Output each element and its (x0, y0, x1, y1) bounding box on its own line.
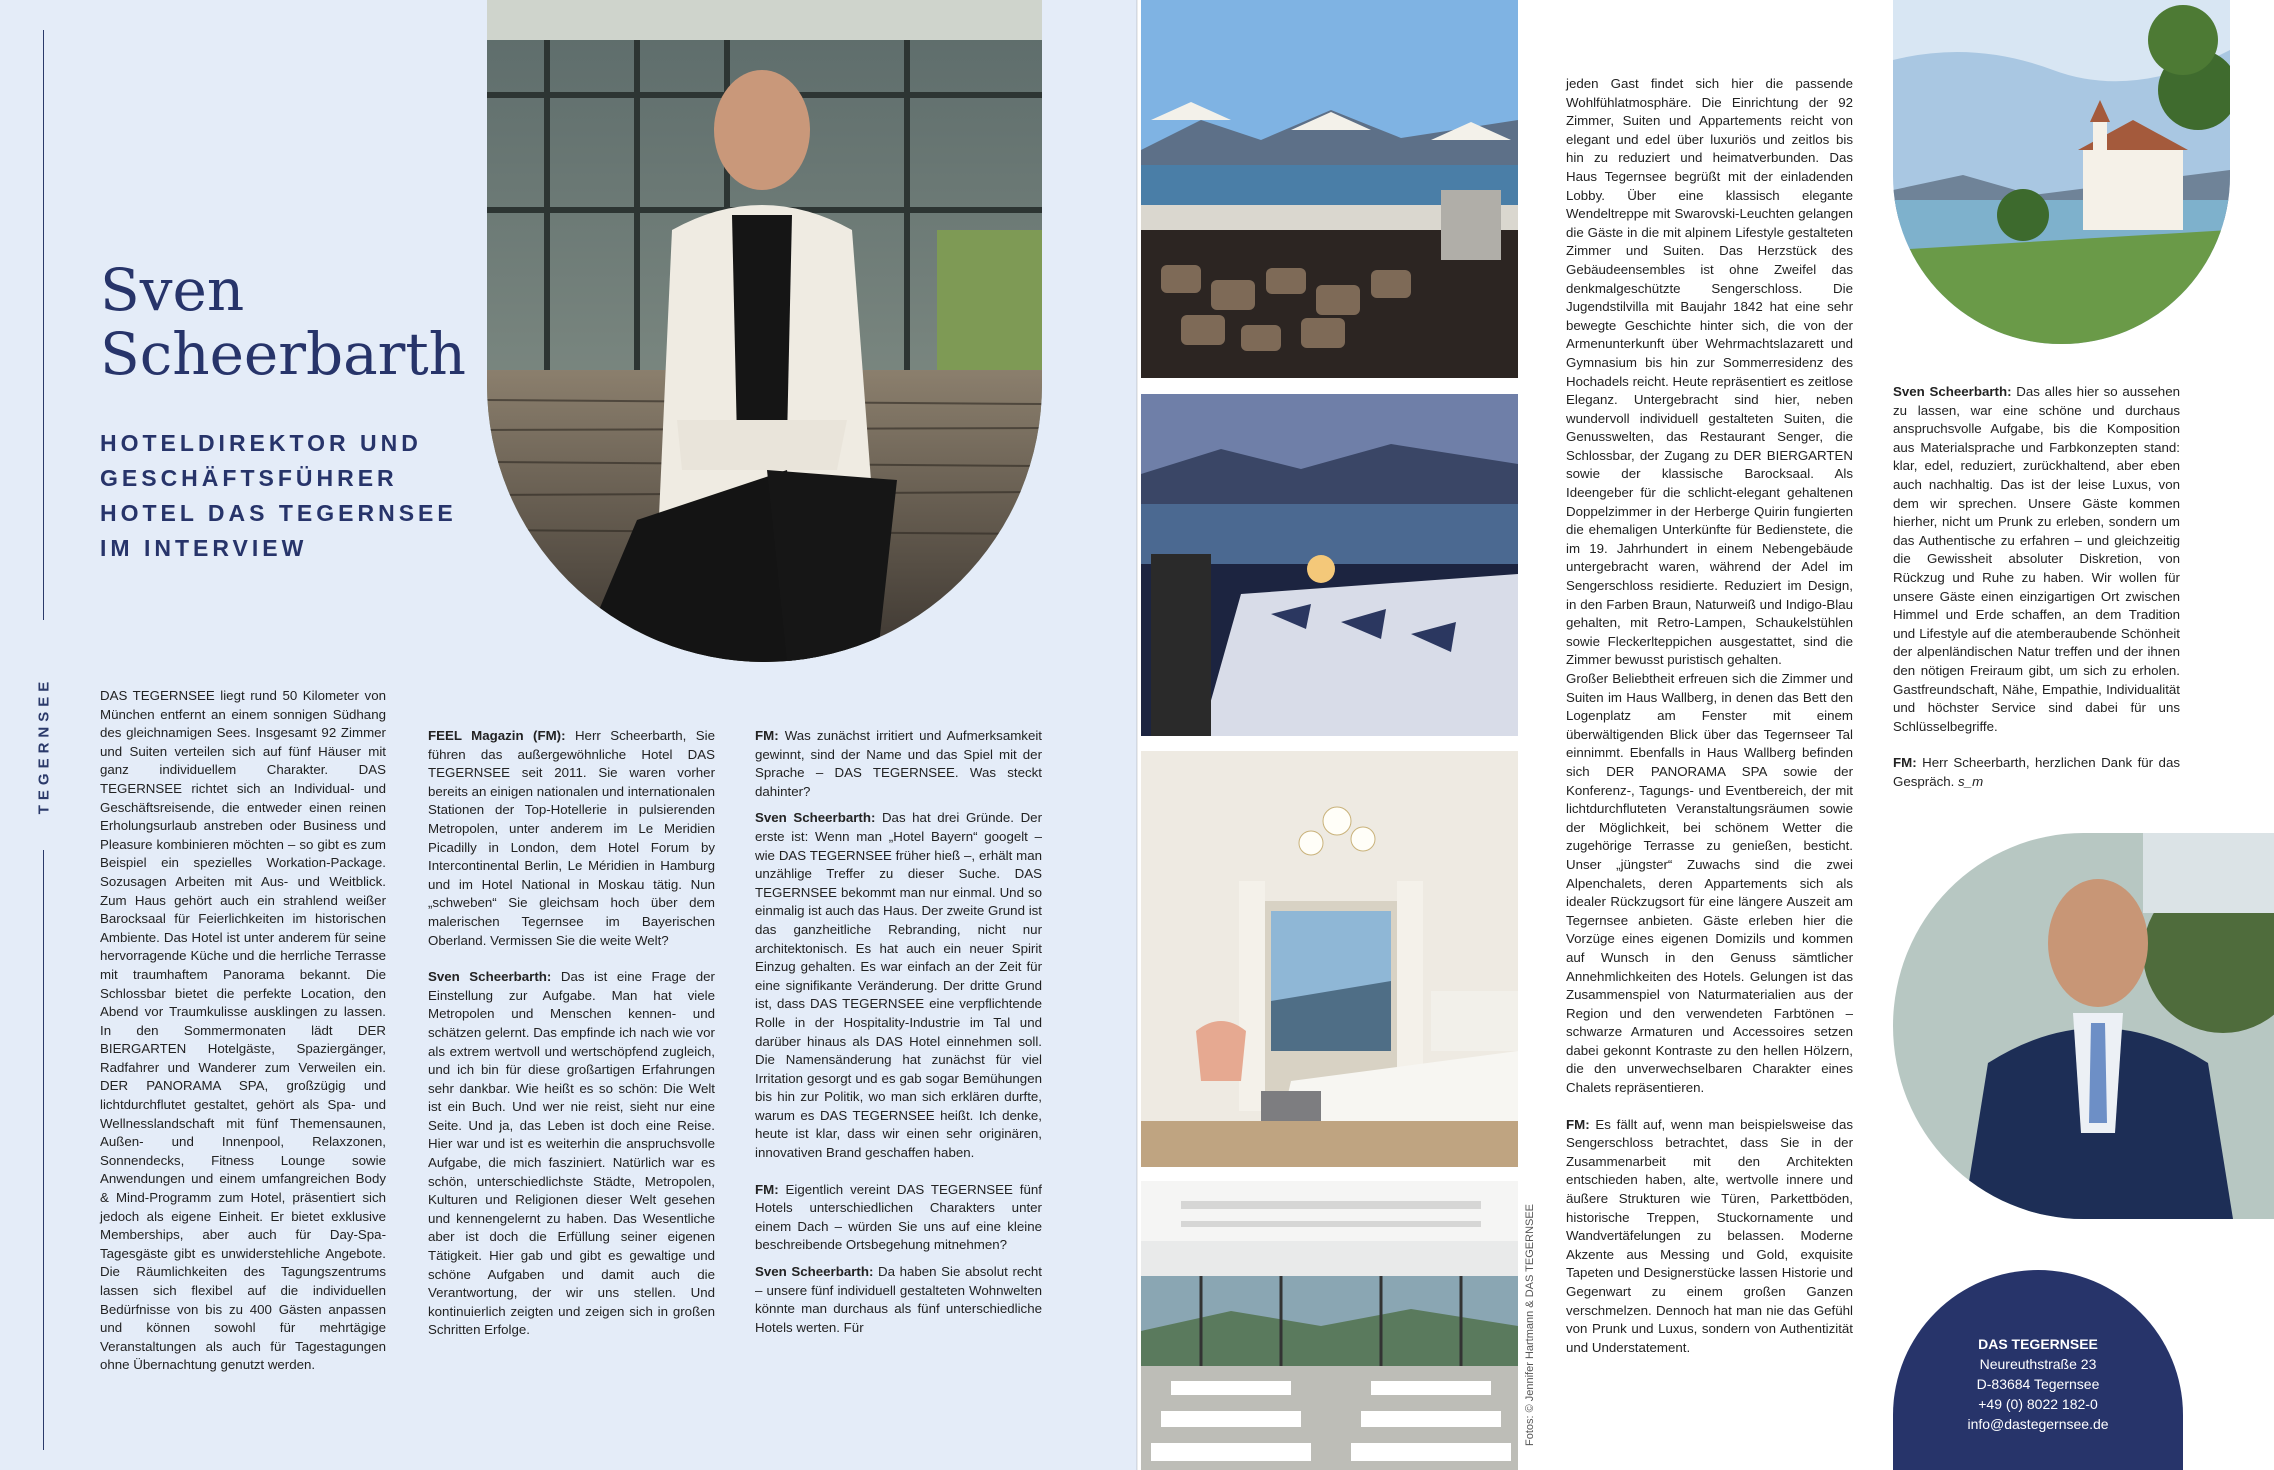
col3-paragraph-1 (755, 727, 1042, 801)
contact-phone: +49 (0) 8022 182-0 (1978, 1396, 2098, 1412)
speaker-label: Sven Scheerbarth: (1893, 384, 2012, 399)
photo-dinner-table (1141, 394, 1518, 736)
speaker-label: FM: (755, 728, 779, 743)
paragraph-text: Herr Scheerbarth, herzlichen Dank für das Gespräch. (1893, 755, 2180, 789)
side-rule-top (43, 30, 44, 620)
contact-name: DAS TEGERNSEE (1978, 1336, 2098, 1352)
side-label-text: TEGERNSEE (35, 676, 53, 814)
speaker-label: FEEL Magazin (FM): (428, 728, 566, 743)
subtitle-line-3: HOTEL DAS TEGERNSEE (100, 500, 457, 526)
subtitle-line-1: HOTELDIREKTOR UND (100, 430, 422, 456)
intro-column (100, 687, 386, 1375)
paragraph-text: Eigentlich vereint DAS TEGERNSEE fünf Hotels unterschiedlichen Charakters unter einem Dach – würden Sie uns auf eine kleine beschreibende Ortsbegehung mitnehmen? (755, 1181, 1042, 1253)
subtitle-line-2: GESCHÄFTSFÜHRER (100, 465, 398, 491)
contact-street: Neureuthstraße 23 (1979, 1356, 2097, 1372)
col4-paragraph-2: Großer Beliebtheit erfreuen sich die Zimmer und Suiten im Haus Wallberg, in denen das Bett den Logenplatz am Fenster mit einem überwältigenden Blick über das Tegernseer Tal einnimmt. Ebenfalls in Haus Wallberg befinden sich DER PANORAMA SPA sowie der Konferenz-, Tagungs- und Eventbereich, der mit lichtdurchfluteten Veranstaltungsräumen sowie der Möglichkeit, bei schönem Wetter die zugehörige Terrasse zu genießen, besticht. Unser „jüngster“ Zuwachs sind die zwei Alpenchalets, deren Appartements sich als idealer Rückzugsort für eine längere Auszeit am Tegernsee anbieten. Gäste erleben hier die Vorzüge eines eigenen Domizils und kommen auf Wunsch in den Genuss sämtlicher Annehmlichkeiten des Hotels. Gelungen ist das Zusammenspiel von Naturmaterialien aus der Region und den verwendeten Farbtönen – schwarze Armaturen und Accessoires setzen dabei gekonnt Kontraste zu den hellen Hölzern, die den unverwechselbaren Charakter eines Chalets repräsentieren. (1566, 671, 1853, 1096)
subtitle-line-4: IM INTERVIEW (100, 535, 308, 561)
col4-paragraph-3 (1566, 1116, 1853, 1358)
col5-paragraph-1 (1893, 383, 2180, 736)
speaker-label: FM: (755, 1181, 779, 1197)
contact-city: D-83684 Tegernsee (1976, 1376, 2100, 1392)
interview-column-5 (1893, 383, 2180, 791)
speaker-label: Sven Scheerbarth: (755, 810, 876, 826)
contact-box (1893, 1270, 2183, 1470)
photo-terrace-lake (1141, 0, 1518, 378)
paragraph-text: Da haben Sie absolut recht – unsere fünf individuell gestalteten Wohnwelten könnte man durchaus als fünf unterschiedliche Hotels werten. Für (755, 1264, 1042, 1335)
speaker-label: FM: (1566, 1116, 1590, 1132)
paragraph-text: Es fällt auf, wenn man beispielsweise das Sengerschloss betrachtet, dass Sie in der Zusammenarbeit mit den Architekten entschieden haben, alte, wertvolle innere und äußere Strukturen wie Türen, Parkettböden, historische Treppen, Stuckornamente und Wandvertäfelungen zu belassen. Moderne Akzente aus Messing und Gold, exquisite Tapeten und Designerstücke lassen Historie und Gegenwart zu einem großen Ganzen verschmelzen. Dennoch hat man nie das Gefühl von Prunk und Luxus, sondern von Authentizität und Understatement. (1566, 1116, 1853, 1355)
interview-column-2 (428, 727, 715, 1340)
col5-paragraph-2 (1893, 754, 2180, 791)
title-line-2: Scheerbarth (100, 320, 467, 388)
article-title (100, 258, 466, 386)
author-signature: s_m (1958, 773, 1984, 789)
col3-paragraph-2 (755, 809, 1042, 1162)
paragraph-text: Das alles hier so aussehen zu lassen, war eine schöne und durchaus anspruchsvolle Aufgabe, bis die Komposition aus Materialsprache und Farbkonzepten stand: klar, edel, reduziert, zurückhaltend, aber eben auch nachhaltig. Das ist der leise Luxus, von dem wir sprechen. Unsere Gäste kommen hierher, nicht um Prunk zu erleben, sondern um das Authentische zu erfahren – und gleichzeitig die Gewissheit absoluter Diskretion, von Rückzug und Ruhe zu haben. Wir wollen für unsere Gäste einen einzigartigen Ort zwischen Himmel und Erde schaffen, an dem Tradition und Lifestyle auf die atemberaubende Schönheit der alpenländischen Natur treffen und der ihnen den nötigen Freiraum gibt, um sich zu erholen. Gastfreundschaft, Nähe, Empathie, Individualität und höchster Service sind dabei für uns Schlüsselbegriffe. (1893, 384, 2180, 734)
photo-credit-text: Fotos: © Jennifer Hartmann & DAS TEGERNSEE (1524, 1203, 1537, 1447)
col3-paragraph-3 (755, 1181, 1042, 1255)
interview-column-3 (755, 727, 1042, 1337)
side-label (30, 650, 58, 840)
portrait-photo-main (487, 0, 1042, 662)
paragraph-text: Herr Scheerbarth, Sie führen das außergewöhnliche Hotel DAS TEGERNSEE seit 2011. Sie waren vorher bereits an einigen nationalen und internationalen Stationen der Top-Hotellerie in pulsierenden Metropolen, unter anderem im Le Meridien Picadilly in London, dem Hotel Forum by Intercontinental Berlin, Le Méridien in Hamburg und im Hotel National in Moskau tätig. Nun „schweben“ Sie gleichsam hoch über dem malerischen Tegernsee im Bayerischen Oberland. Vermissen Sie die weite Welt? (428, 728, 715, 948)
contact-email[interactable]: info@dastegernsee.de (1967, 1416, 2109, 1432)
interview-column-4 (1566, 75, 1853, 1357)
col2-paragraph-2 (428, 968, 715, 1340)
speaker-label: Sven Scheerbarth: (755, 1264, 874, 1280)
col3-paragraph-4 (755, 1263, 1042, 1337)
intro-paragraph: DAS TEGERNSEE liegt rund 50 Kilometer von München entfernt an einem sonnigen Südhang des gleichnamigen Sees. Insgesamt 92 Zimmer und Suiten verteilen sich auf fünf Häuser mit ganz individuellem Charakter. DAS TEGERNSEE richtet sich an Individual- und Geschäftsreisende, die entweder einen reinen Erholungsurlaub anstreben oder Business und Pleasure kombinieren möchten – so gibt es zum Beispiel ein spezielles Workation-Package. Sozusagen Arbeiten mit Aus- und Weitblick. Zum Haus gehört auch ein strahlend weißer Barocksaal für Feierlichkeiten im historischen Ambiente. Das Hotel ist unter anderem für seine hervorragende Küche und die herrliche Terrasse mit traumhaftem Panorama bekannt. Die Schlossbar bietet die perfekte Location, den Abend vor Traumkulisse ausklingen zu lassen. In den Sommermonaten lädt DER BIERGARTEN Hotelgäste, Spaziergänger, Radfahrer und Wanderer zum Verweilen ein. DER PANORAMA SPA, großzügig und lichtdurchflutet gestaltet, gehört als Spa- und Wellnesslandschaft mit fünf Themensaunen, Außen- und Innenpool, Relaxzonen, Sonnendecks, Fitness Lounge sowie Anwendungen und einem umfangreichen Body & Mind-Programm zum Hotel, präsentiert sich jedoch als eigene Einheit. Er bietet exklusive Memberships, aber auch für Day-Spa-Tagesgäste gibt es unwiderstehliche Angebote. Die Räumlichkeiten des Tagungszentrums lassen sich flexibel auf die individuellen Bedürfnisse von bis zu 400 Gästen anpassen und können sowohl für mehrtägige Veranstaltungen als auch für Tagestagungen ohne Übernachtung genutzt werden. (100, 688, 386, 1373)
col2-paragraph-1 (428, 727, 715, 950)
title-line-1: Sven (100, 256, 245, 324)
speaker-label: FM: (1893, 755, 1917, 771)
paragraph-text: Das ist eine Frage der Einstellung zur Aufgabe. Man hat viele Metropolen und Menschen kennen- und schätzen gelernt. Das empfinde ich nach wie vor als extrem wertvoll und wertschöpfend zugleich, und ich bin für diese großartigen Erfahrungen sehr dankbar. Wie heißt es so schön: Die Welt ist ein Buch. Und wer nie reist, sieht nur eine Seite. Und ja, das Leben ist doch eine Reise. Hier war und ist es weiterhin die anspruchsvolle Aufgabe, die mich fasziniert. Natürlich war es schön, unterschiedlichste Städte, Metropolen, Kulturen und Religionen dieser Welt gesehen und kennengelernt zu haben. Das Wesentliche aber ist doch die Erfüllung seiner eigenen Tätigkeit. Hier gab und gibt es gewaltige und schöne Aufgaben und damit auch die Verantwortung, der wir uns stellen. Und kontinuierlich zeigten und zeigen sich in großen Schritten Erfolge. (428, 969, 715, 1338)
photo-conference-room (1141, 1181, 1518, 1470)
paragraph-text: Das hat drei Gründe. Der erste ist: Wenn man „Hotel Bayern“ googelt – wie DAS TEGERNSEE früher hieß –, erhält man unzählige Treffer zu dieser Suche. DAS TEGERNSEE bekommt man nur einmal. Und so einmalig ist auch das Haus. Der zweite Grund ist das ganzheitliche Rebranding, nicht nur architektonisch. Es hat auch ein neuer Spirit Einzug gehalten. Es war einfach an der Zeit für eine signifikante Veränderung. Der dritte Grund ist, dass DAS TEGERNSEE eine verpflichtende Rolle in der Hospitality-Industrie im Tal und darüber hinaus als DAS Hotel einnehmen soll. Die Namensänderung hat zunächst für viel Irritation gesorgt und es gab sogar Bemühungen bis hin zur Politik, wo man sich erklären durfte, warum es DAS TEGERNSEE heißt. Ich denke, heute ist klar, dass wir einen sehr originären, innovativen Brand geschaffen haben. (755, 810, 1042, 1161)
photo-castle-tegernsee (1893, 0, 2230, 344)
portrait-photo-circle (1893, 833, 2274, 1219)
photo-credit (1520, 1200, 1540, 1450)
photo-suite-bedroom (1141, 751, 1518, 1167)
side-rule-bottom (43, 850, 44, 1450)
paragraph-text: Was zunächst irritiert und Aufmerksamkeit gewinnt, sind der Name und das Spiel mit der Sprache – DAS TEGERNSEE. Was steckt dahinter? (755, 728, 1042, 799)
article-subtitle (100, 426, 500, 566)
page-fold (1136, 0, 1138, 1470)
speaker-label: Sven Scheerbarth: (428, 969, 552, 985)
col4-paragraph-1: jeden Gast findet sich hier die passende Wohlfühlatmosphäre. Die Einrichtung der 92 Zimmer, Suiten und Appartements reicht von elegant und edel über luxuriös und zeitlos bis hin zu reduziert und heimatverbunden. Das Haus Tegernsee begrüßt mit der einladenden Lobby. Über eine klassisch elegante Wendeltreppe mit Swarovski-Leuchten gelangen die Gäste in die mit alpinem Lifestyle gestalteten Zimmer und Suiten. Das Herzstück des Gebäudeensembles ist ohne Zweifel das denkmalgeschützte Sengerschloss. Die Jugendstilvilla mit Baujahr 1842 hat eine sehr bewegte Geschichte hinter sich, die von der Armenunterkunft über Wehrmachtslazarett und Gymnasium bis hin zur Sommerresidenz des Hochadels reicht. Heute repräsentiert es zeitlose Eleganz. Untergebracht sind hier, neben wundervoll individuell gestalteten Suiten, die Genusswelten, das Restaurant Senger, die Schlossbar, der Zugang zu DER BIERGARTEN sowie der klassische Barocksaal. Als Ideengeber für die schlicht-elegant gehaltenen Doppelzimmer in der Herberge Quirin fungierten die ehemaligen Unterkünfte für Bedienstete, die im 19. Jahrhundert in einem Nebengebäude untergebracht waren, während der Adel im Sengerschloss residierte. Reduziert im Design, in den Farben Braun, Naturweiß und Indigo-Blau gehalten, mit Retro-Lampen, Schaukelstühlen sowie Fleckerlteppichen ausgestattet, sind die Zimmer bewusst puristisch gehalten. (1566, 76, 1853, 668)
